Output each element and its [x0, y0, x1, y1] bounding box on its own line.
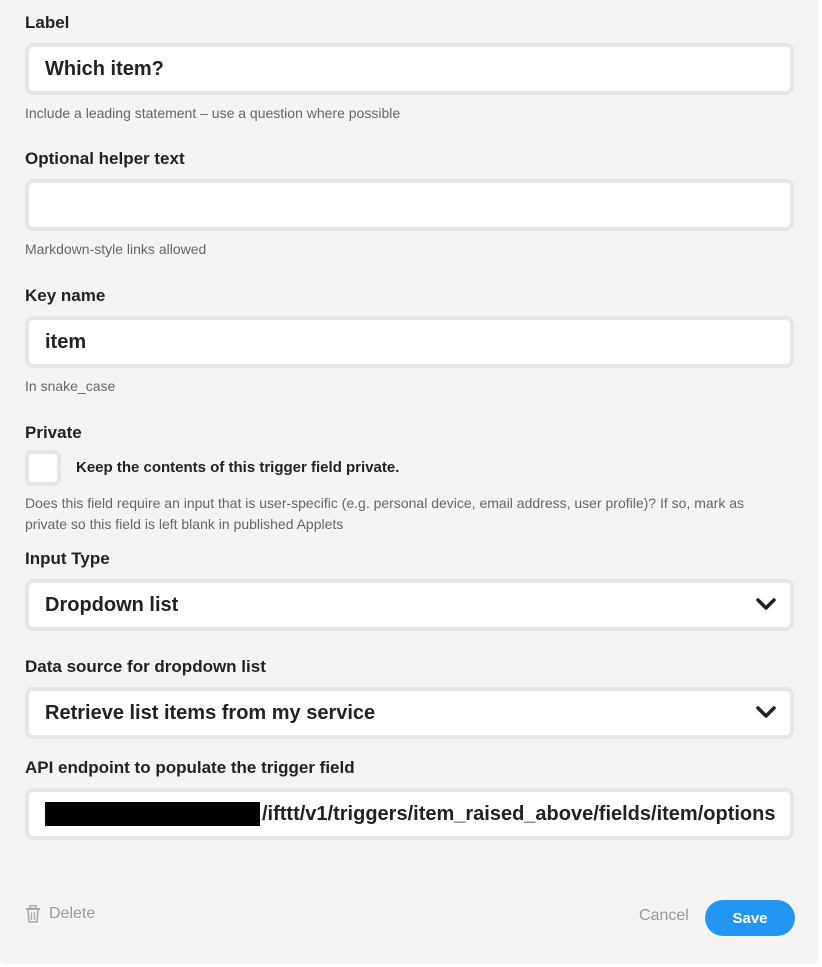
chevron-down-icon [756, 595, 776, 615]
redacted-host [45, 802, 260, 826]
data-source-title: Data source for dropdown list [25, 657, 266, 676]
api-endpoint-title: API endpoint to populate the trigger field [25, 758, 355, 777]
private-field-hint: Does this field require an input that is user-specific (e.g. personal device, email address, user profile)? If so, mark as private so this field is left blank in published Applets [25, 495, 744, 532]
input-type-select[interactable] [25, 579, 794, 631]
save-button[interactable]: Save [705, 900, 795, 936]
helper-field-hint: Markdown-style links allowed [25, 241, 207, 257]
key-name-input[interactable] [25, 316, 794, 368]
key-field-hint: In snake_case [25, 378, 116, 394]
delete-button[interactable] [25, 905, 95, 923]
label-field-title: Label [25, 13, 70, 32]
input-type-selected-value: Dropdown list [45, 593, 179, 616]
private-field-title: Private [25, 423, 82, 442]
api-endpoint-path: /ifttt/v1/triggers/item_raised_above/fields/item/options [262, 802, 776, 825]
chevron-down-icon [756, 703, 776, 723]
key-name-input-value[interactable] [45, 320, 790, 364]
api-endpoint-input[interactable] [25, 788, 794, 840]
label-input[interactable] [25, 43, 794, 95]
label-field-hint: Include a leading statement – use a question where possible [25, 105, 401, 121]
label-input-value[interactable] [45, 47, 790, 91]
helper-field-title: Optional helper text [25, 149, 185, 168]
helper-text-input-value[interactable] [45, 183, 790, 227]
trash-icon [25, 905, 41, 923]
key-field-title: Key name [25, 286, 106, 305]
private-checkbox-label[interactable]: Keep the contents of this trigger field private. [76, 459, 400, 476]
private-checkbox[interactable] [25, 450, 61, 486]
helper-text-input[interactable] [25, 179, 794, 231]
data-source-selected-value: Retrieve list items from my service [45, 701, 376, 724]
input-type-title: Input Type [25, 549, 110, 568]
cancel-button[interactable]: Cancel [639, 907, 689, 924]
data-source-select[interactable] [25, 687, 794, 739]
delete-label: Delete [49, 905, 96, 922]
